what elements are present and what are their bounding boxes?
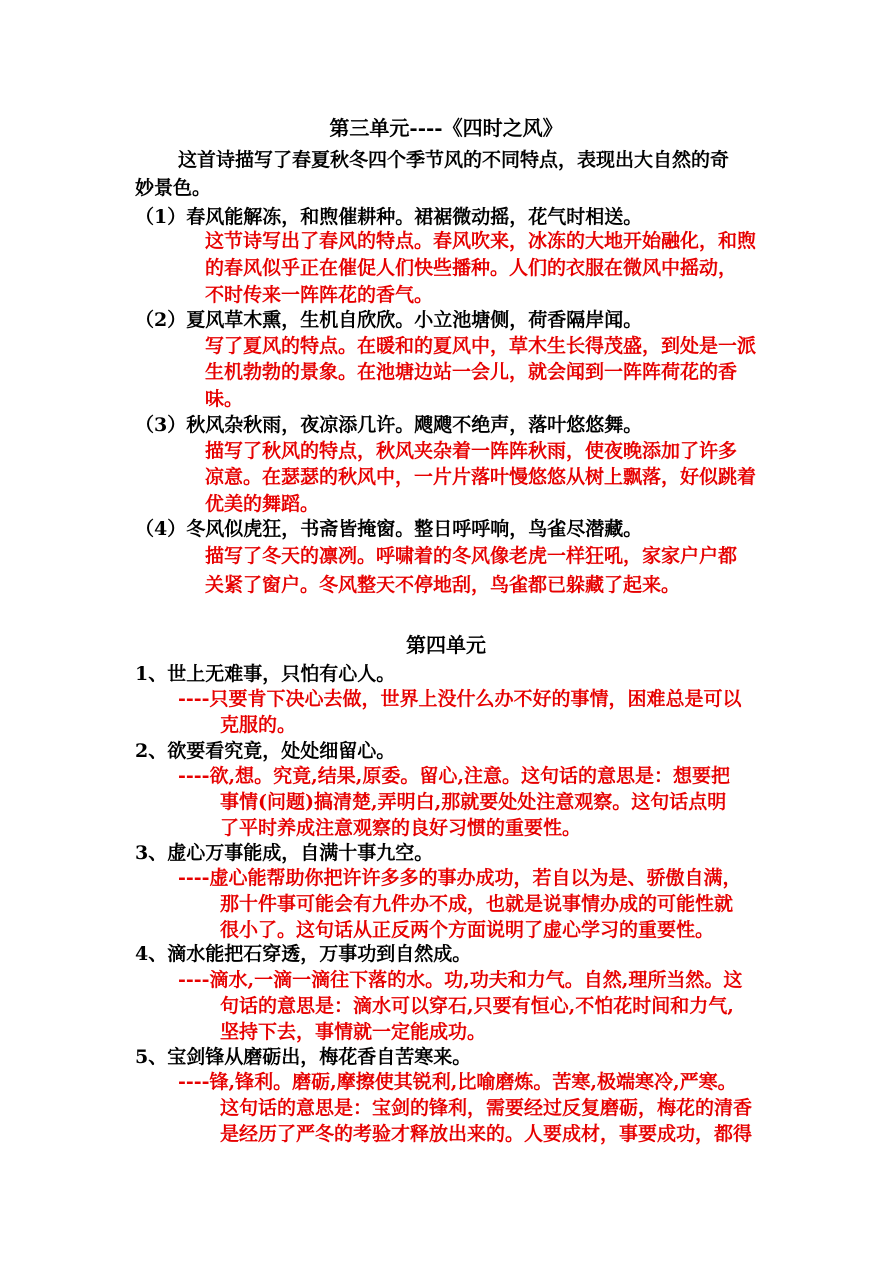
proverb-line: 5、宝剑锋从磨砺出，梅花香自苦寒来。 (135, 1046, 472, 1068)
proverb-explanation: ----欲,想。究竟,结果,原委。留心,注意。这句话的意思是：想要把 (178, 765, 731, 787)
proverb-explanation: ----虚心能帮助你把许许多多的事办成功，若自以为是、骄傲自满， (178, 867, 742, 889)
verse-explanation: 描写了冬天的凛冽。呼啸着的冬风像老虎一样狂吼，家家户户都 (205, 545, 738, 567)
verse-line: （4）冬风似虎狂，书斋皆掩窗。整日呼呼响，鸟雀尽潜藏。 (135, 518, 643, 540)
verse-explanation: 凉意。在瑟瑟的秋风中，一片片落叶慢悠悠从树上飘落，好似跳着 (205, 466, 757, 488)
proverb-explanation: 是经历了严冬的考验才释放出来的。人要成材，事要成功，都得 (220, 1123, 753, 1145)
proverb-line: 3、虚心万事能成，自满十事九空。 (135, 842, 434, 864)
proverb-explanation: 克服的。 (220, 714, 297, 736)
verse-line: （1）春风能解冻，和煦催耕种。裙裾微动摇，花气时相送。 (135, 206, 643, 228)
proverb-explanation: ----锋,锋利。磨砺,摩擦使其锐利,比喻磨炼。苦寒,极端寒冷,严寒。 (178, 1071, 737, 1093)
proverb-explanation: 了平时养成注意观察的良好习惯的重要性。 (220, 817, 582, 839)
proverb-explanation: 坚持下去，事情就一定能成功。 (220, 1021, 487, 1043)
proverb-explanation: 很小了。这句话从正反两个方面说明了虚心学习的重要性。 (220, 919, 715, 941)
verse-explanation: 优美的舞蹈。 (205, 493, 320, 515)
unit4-title: 第四单元 (406, 633, 486, 657)
proverb-explanation: ----滴水,一滴一滴往下落的水。功,功夫和力气。自然,理所当然。这 (178, 969, 743, 991)
proverb-line: 1、世上无难事，只怕有心人。 (135, 663, 396, 685)
proverb-explanation: 句话的意思是：滴水可以穿石,只要有恒心,不怕花时间和力气, (220, 995, 734, 1017)
verse-explanation: 描写了秋风的特点，秋风夹杂着一阵阵秋雨，使夜晚添加了许多 (205, 440, 738, 462)
unit3-intro-line: 这首诗描写了春夏秋冬四个季节风的不同特点，表现出大自然的奇 (178, 149, 730, 171)
proverb-explanation: 那十件事可能会有九件办不成，也就是说事情办成的可能性就 (220, 893, 734, 915)
proverb-explanation: 这句话的意思是：宝剑的锋利，需要经过反复磨砺，梅花的清香 (220, 1097, 753, 1119)
verse-explanation: 味。 (205, 388, 244, 410)
verse-explanation: 关紧了窗户。冬风整天不停地刮，鸟雀都已躲藏了起来。 (205, 574, 681, 596)
proverb-line: 2、欲要看究竟，处处细留心。 (135, 740, 396, 762)
verse-explanation: 写了夏风的特点。在暖和的夏风中，草木生长得茂盛，到处是一派 (205, 335, 757, 357)
proverb-explanation: ----只要肯下决心去做，世界上没什么办不好的事情，困难总是可以 (178, 688, 742, 710)
verse-explanation: 生机勃勃的景象。在池塘边站一会儿，就会闻到一阵阵荷花的香 (205, 361, 738, 383)
proverb-explanation: 事情(问题)搞清楚,弄明白,那就要处处注意观察。这句话点明 (220, 791, 727, 813)
proverb-line: 4、滴水能把石穿透，万事功到自然成。 (135, 943, 472, 965)
unit3-title: 第三单元----《四时之风》 (329, 116, 563, 140)
unit3-intro-line: 妙景色。 (135, 177, 212, 199)
verse-line: （2）夏风草木熏，生机自欣欣。小立池塘侧，荷香隔岸闻。 (135, 309, 643, 331)
verse-explanation: 不时传来一阵阵花的香气。 (205, 284, 434, 306)
verse-explanation: 这节诗写出了春风的特点。春风吹来，冰冻的大地开始融化，和煦 (205, 230, 757, 252)
verse-explanation: 的春风似乎正在催促人们快些播种。人们的衣服在微风中摇动， (205, 257, 738, 279)
verse-line: （3）秋风杂秋雨，夜凉添几许。飕飕不绝声，落叶悠悠舞。 (135, 414, 643, 436)
